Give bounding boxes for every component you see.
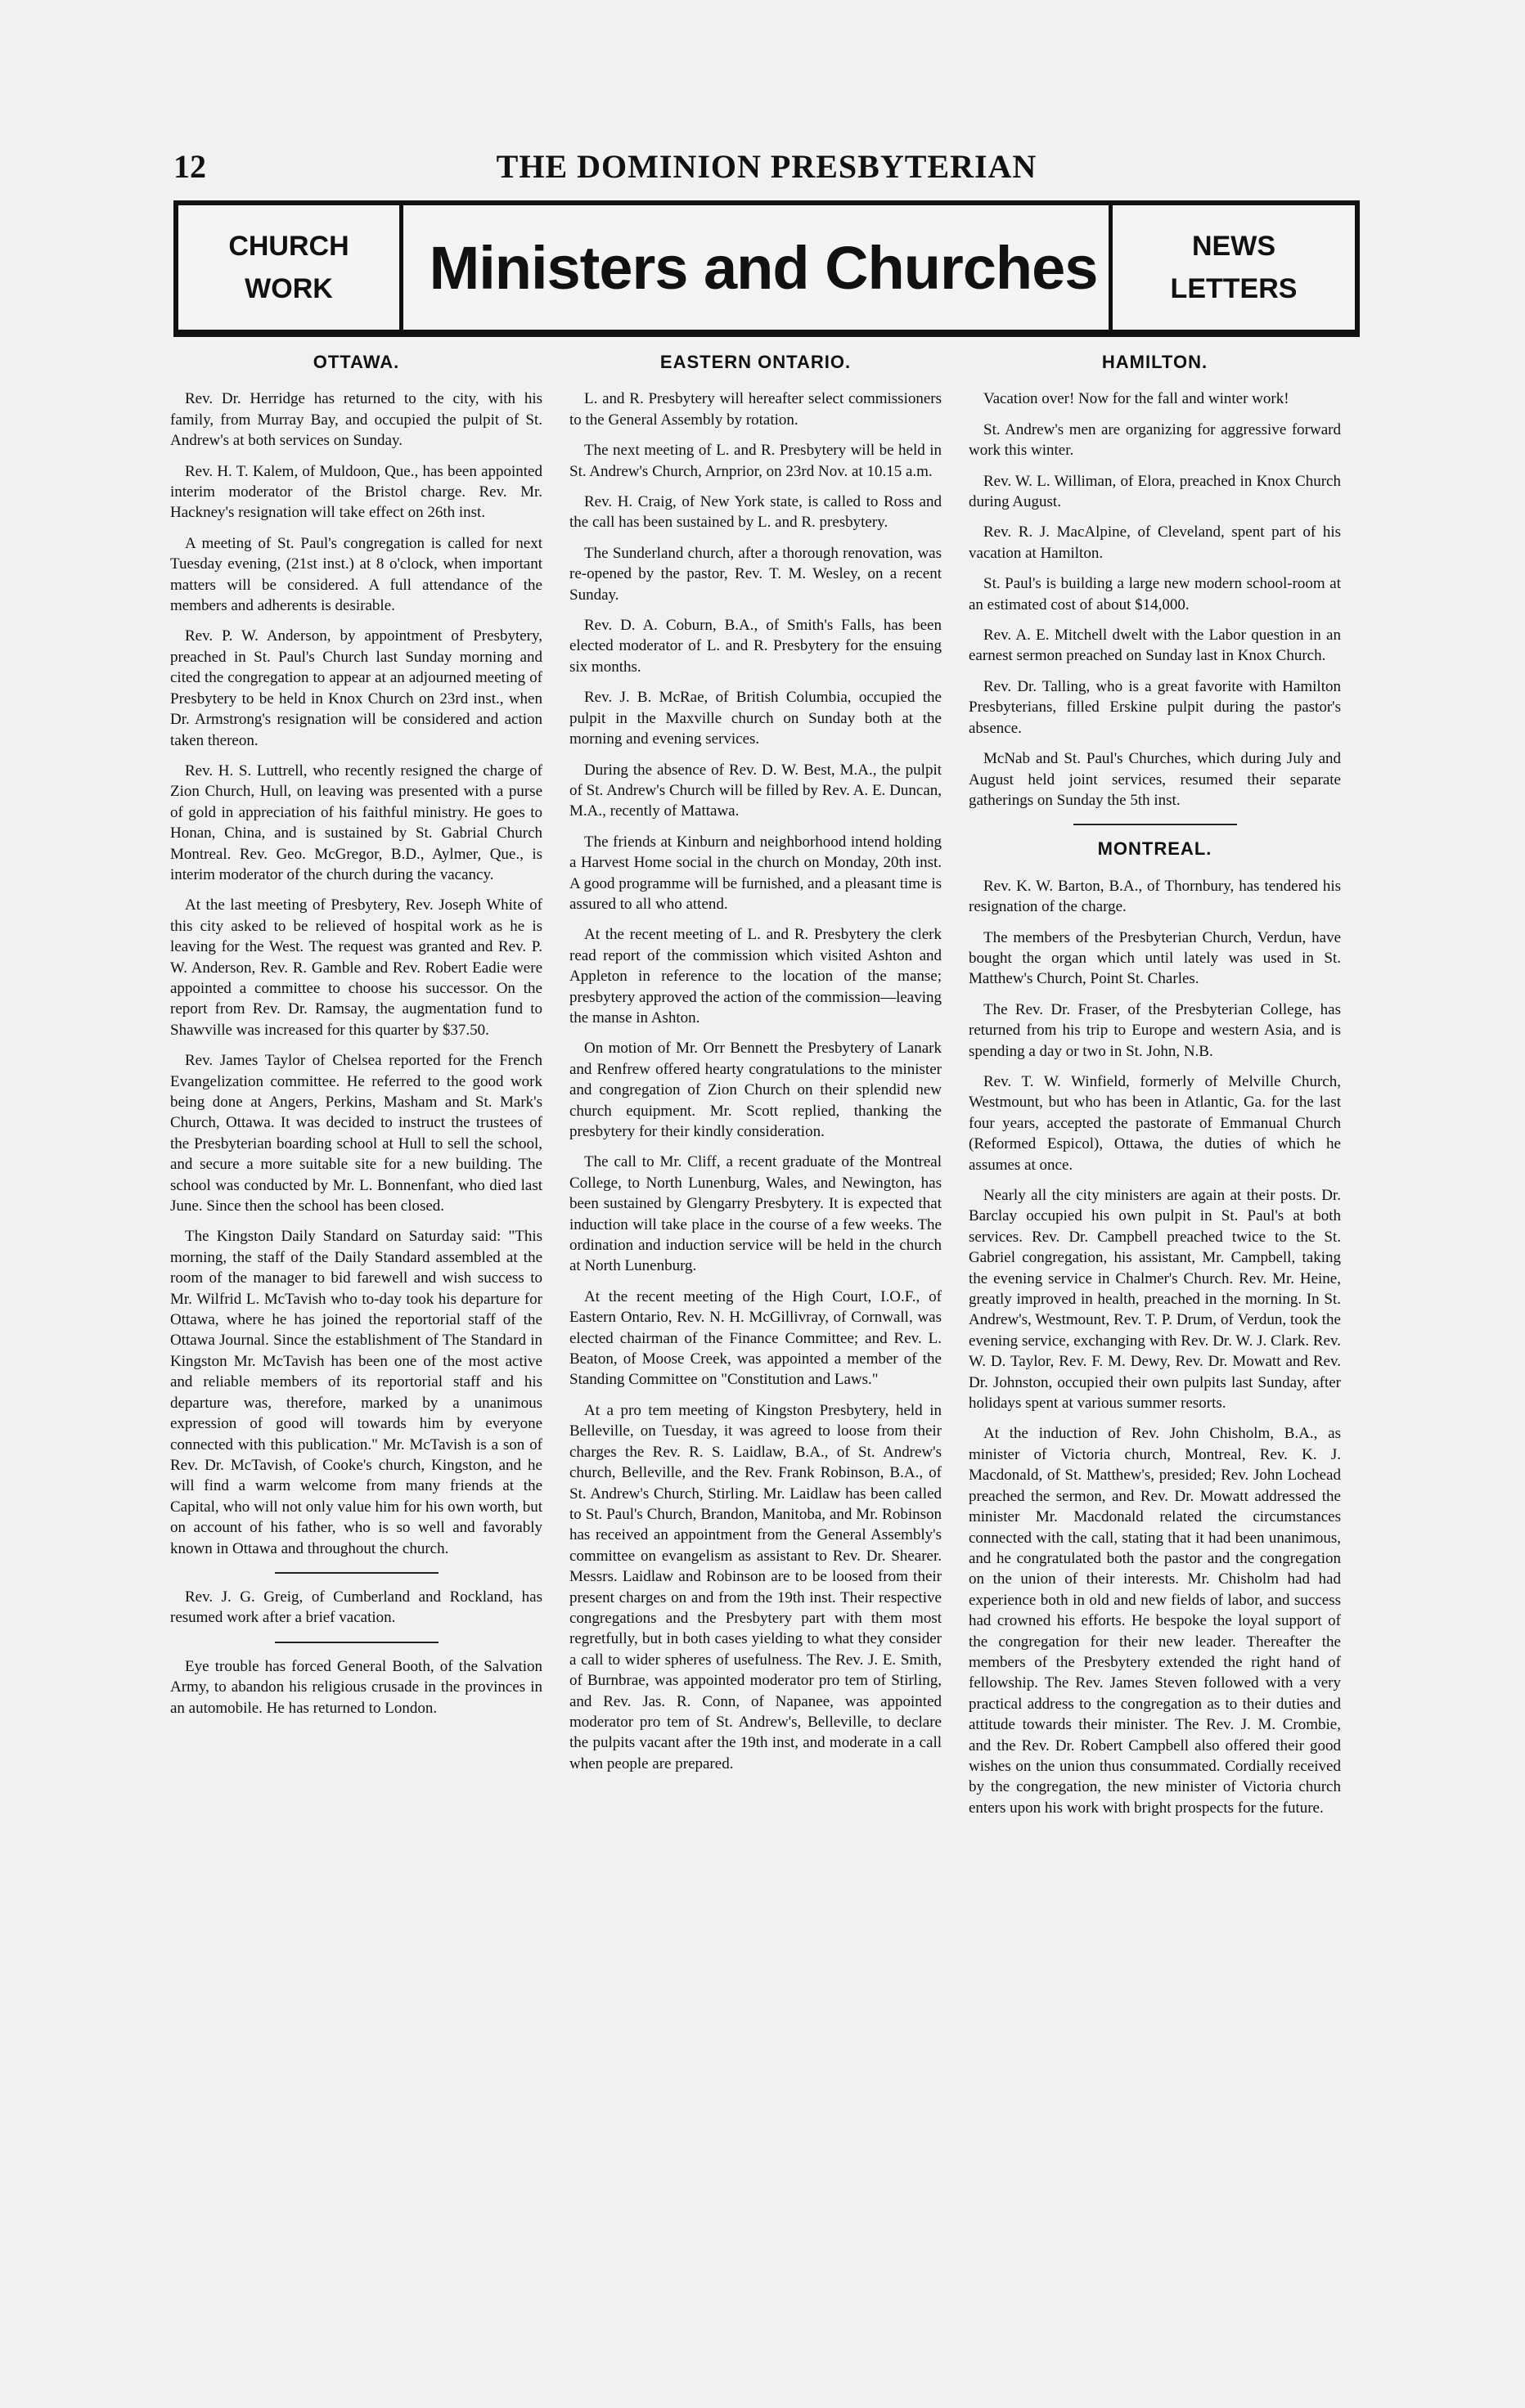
news-paragraph: Rev. R. J. MacAlpine, of Cleveland, spent part of his vacation at Hamilton. bbox=[969, 523, 1341, 562]
news-paragraph: Rev. H. S. Luttrell, who recently resigned the charge of Zion Church, Hull, on leaving was presented with a purse of gold in appreciation of his faithful ministry. He goes to Honan, China, and is sustained by St. Gabrial Church Montreal. Rev. Geo. McGregor, B.D., Aylmer, Que., is interim moderator of the church during the vacancy. bbox=[170, 761, 542, 883]
section-heading: OTTAWA. bbox=[313, 352, 400, 372]
news-paragraph: On motion of Mr. Orr Bennett the Presbytery of Lanark and Renfrew offered hearty congratulations to the minister and congregation of Zion Church on their splendid new church equipment. Mr. Scott replied, thanking the presbytery for their kindly consideration. bbox=[569, 1040, 942, 1140]
banner-right-line1: NEWS bbox=[1192, 231, 1275, 262]
news-paragraph: The Sunderland church, after a thorough renovation, was re-opened by the pastor, Rev. T. M. Wesley, on a recent Sunday. bbox=[569, 544, 942, 604]
news-paragraph: The next meeting of L. and R. Presbytery will be held in St. Andrew's Church, Arnprior, on 23rd Nov. at 10.15 a.m. bbox=[569, 442, 942, 480]
column-1 bbox=[170, 352, 542, 1728]
banner-left-box bbox=[178, 205, 403, 330]
news-paragraph: Rev. Dr. Herridge has returned to the city, with his family, from Murray Bay, and occupied the pulpit of St. Andrew's at both services on Sunday. bbox=[170, 390, 542, 450]
section-heading: HAMILTON. bbox=[1101, 352, 1208, 372]
news-paragraph: Rev. H. Craig, of New York state, is called to Ross and the call has been sustained by L. and R. presbytery. bbox=[569, 493, 942, 532]
news-paragraph: Vacation over! Now for the fall and winter work! bbox=[983, 390, 1289, 408]
column-3 bbox=[969, 352, 1341, 1828]
banner-left-line1: CHURCH bbox=[228, 231, 349, 262]
section-banner bbox=[173, 200, 1360, 335]
news-paragraph: The Rev. Dr. Fraser, of the Presbyterian College, has returned from his trip to Europe and western Asia, and is spending a day or two in St. John, N.B. bbox=[969, 1000, 1341, 1060]
publication-title: THE DOMINION PRESBYTERIAN bbox=[496, 148, 1037, 185]
news-paragraph: Rev. H. T. Kalem, of Muldoon, Que., has been appointed interim moderator of the Bristol charge. Rev. Mr. Hackney's resignation will take effect on 26th inst. bbox=[170, 462, 542, 522]
section-divider bbox=[275, 1572, 439, 1574]
news-paragraph: Rev. Dr. Talling, who is a great favorite with Hamilton Presbyterians, filled Erskine pulpit during the pastor's absence. bbox=[969, 677, 1341, 737]
news-paragraph: Rev. P. W. Anderson, by appointment of Presbytery, preached in St. Paul's Church last Sunday morning and cited the congregation to appear at an adjourned meeting of Presbytery to be held in Knox Church on 23rd inst., when Dr. Armstrong's resignation will be considered and action taken thereon. bbox=[170, 627, 542, 749]
news-paragraph: Rev. A. E. Mitchell dwelt with the Labor question in an earnest sermon preached on Sunday last in Knox Church. bbox=[969, 627, 1341, 665]
news-paragraph: The friends at Kinburn and neighborhood intend holding a Harvest Home social in the church on Monday, 20th inst. A good programme will be furnished, and a pleasant time is assured to all who attend. bbox=[569, 833, 942, 913]
section-heading: MONTREAL. bbox=[1097, 838, 1212, 860]
news-paragraph: Rev. T. W. Winfield, formerly of Melville Church, Westmount, but who has been in Atlantic, Ga. for the last four years, accepted the pastorate of Emmanual Church (Reformed Espicol), Ottawa, the duties of which he assumes at once. bbox=[969, 1072, 1341, 1174]
page-header bbox=[173, 147, 1360, 188]
news-paragraph: A meeting of St. Paul's congregation is called for next Tuesday evening, (21st inst.) at 8 o'clock, when important matters will be considered. A full attendance of the members and adherents is desirable. bbox=[170, 534, 542, 615]
banner-right-box bbox=[1109, 205, 1355, 330]
news-paragraph: The call to Mr. Cliff, a recent graduate of the Montreal College, to North Lunenburg, Wales, and Newington, has been sustained by Glengarry Presbytery. It is expected that induction will take place in the course of a few weeks. The ordination and induction service will be held in the church at North Lunenburg. bbox=[569, 1153, 942, 1275]
section-title: Ministers and Churches bbox=[429, 233, 1098, 302]
news-paragraph: Nearly all the city ministers are again at their posts. Dr. Barclay occupied his own pulpit in St. Paul's at both services. Rev. Dr. Campbell preached twice to the St. Gabriel congregation, his assistant, Mr. Campbell, taking the evening service in Chalmer's Church. Rev. Mr. Heine, greatly improved in health, preached in the morning. In St. Andrew's, Westmount, Rev. T. P. Drum, of Verdun, took the evening service, exchanging with Rev. Dr. W. J. Clark. Rev. W. D. Taylor, Rev. F. M. Dewy, Rev. Dr. Mowatt and Rev. Dr. Johnston, occupied their own pulpits last Sunday, after holidays spent at various summer resorts. bbox=[969, 1187, 1341, 1413]
news-paragraph: At the induction of Rev. John Chisholm, B.A., as minister of Victoria church, Montreal, Rev. K. J. Macdonald, of St. Matthew's, presided; Rev. John Lochead preached the sermon, and Rev. Dr. Mowatt addressed the minister Mr. Macdonald related the circumstances connected with the call, stating that it had been unanimous, and he congratulated both the pastor and the congregation on the union of their interests. Mr. Chisholm had had experience both in old and new fields of labor, and success had crowned his efforts. He bespoke the loyal support of the congregation for their new leader. Thereafter the members of the Presbytery extended the right hand of fellowship. The Rev. James Steven followed with a very practical address to the congregation as to their duties and attitude towards their minister. The Rev. J. M. Crombie, and the Rev. Dr. Robert Campbell also offered their good wishes on the union thus consummated. Cordially received by the congregation, the new minister of Victoria church enters upon his work with bright prospects for the future. bbox=[969, 1425, 1341, 1817]
section-divider bbox=[275, 1642, 439, 1643]
news-paragraph: At the last meeting of Presbytery, Rev. Joseph White of this city asked to be relieved of hospital work as he is leaving for the West. The request was granted and Rev. P. W. Anderson, Rev. R. Gamble and Rev. Robert Eadie were appointed a committee to choose his successor. On the report from Rev. Dr. Ramsay, the augmentation fund to Shawville was increased for this quarter by $37.50. bbox=[170, 896, 542, 1039]
column-2 bbox=[569, 352, 942, 1784]
news-paragraph: Rev. James Taylor of Chelsea reported for the French Evangelization committee. He referred to the good work being done at Angers, Perkins, Masham and St. Mark's Church, Ottawa. It was decided to instruct the trustees of the Presbyterian boarding school at Hull to sell the school, and secure a more suitable site for a new building. The school was conducted by Mr. L. Bonnenfant, who died last June. Since then the school has been closed. bbox=[170, 1052, 542, 1215]
news-paragraph: Rev. K. W. Barton, B.A., of Thornbury, has tendered his resignation of the charge. bbox=[969, 877, 1341, 916]
section-divider bbox=[1073, 824, 1237, 825]
news-paragraph: Rev. D. A. Coburn, B.A., of Smith's Falls, has been elected moderator of L. and R. Presbytery for the ensuing six months. bbox=[569, 617, 942, 676]
news-paragraph: Rev. W. L. Williman, of Elora, preached in Knox Church during August. bbox=[969, 472, 1341, 511]
page-number: 12 bbox=[173, 148, 206, 185]
header-rule bbox=[173, 334, 1360, 337]
banner-title-box bbox=[403, 205, 1123, 330]
news-paragraph: St. Andrew's men are organizing for aggressive forward work this winter. bbox=[969, 420, 1341, 460]
news-paragraph: McNab and St. Paul's Churches, which during July and August held joint services, resumed their separate gatherings on Sunday the 5th inst. bbox=[969, 750, 1341, 809]
news-paragraph: L. and R. Presbytery will hereafter select commissioners to the General Assembly by rotation. bbox=[569, 390, 942, 429]
section-heading: EASTERN ONTARIO. bbox=[659, 352, 852, 372]
news-paragraph: During the absence of Rev. D. W. Best, M.A., the pulpit of St. Andrew's Church will be filled by Rev. A. E. Duncan, M.A., recently of Mattawa. bbox=[569, 761, 942, 820]
news-paragraph: Eye trouble has forced General Booth, of the Salvation Army, to abandon his religious crusade in the provinces in an automobile. He has returned to London. bbox=[170, 1657, 542, 1717]
news-paragraph: The members of the Presbyterian Church, Verdun, have bought the organ which until lately was used in St. Matthew's Church, Point St. Charles. bbox=[969, 928, 1341, 988]
news-paragraph: The Kingston Daily Standard on Saturday said: "This morning, the staff of the Daily Standard assembled at the room of the manager to bid farewell and wish success to Mr. Wilfrid L. McTavish who to-day took his departure for Ottawa, where he has joined the reportorial staff of the Ottawa Journal. Since the establishment of The Standard in Kingston Mr. McTavish has been one of the most active and reliable members of its reportorial staff and his departure was, therefore, marked by a unanimous expression of good will towards him by everyone connected with this publication." Mr. McTavish is a son of Rev. Dr. McTavish, of Cooke's church, Kingston, and he will find a warm welcome from many friends at the Capital, who will not only value him for his own worth, but on account of his father, who is so well and favorably known in Ottawa and throughout the church. bbox=[170, 1228, 542, 1557]
banner-left-line2: WORK bbox=[245, 273, 333, 304]
banner-right-line2: LETTERS bbox=[1170, 273, 1298, 304]
news-paragraph: St. Paul's is building a large new modern school-room at an estimated cost of about $14,000. bbox=[969, 575, 1341, 613]
news-paragraph: At a pro tem meeting of Kingston Presbytery, held in Belleville, on Tuesday, it was agreed to loose from their charges the Rev. R. S. Laidlaw, B.A., of St. Andrew's church, Belleville, and the Rev. Frank Robinson, B.A., of St. Andrew's Church, Stirling. Mr. Laidlaw has been called to St. Paul's Church, Brandon, Manitoba, and Mr. Robinson has received an appointment from the General Assembly's committee on evangelism as assistant to Rev. Dr. Shearer. Messrs. Laidlaw and Robinson are to be loosed from their present charges on and from the 19th inst. Their respective congregations and the Presbytery part with them most regretfully, but in both cases yielding to what they consider a call to wider spheres of usefulness. The Rev. J. E. Smith, of Burnbrae, was appointed moderator pro tem of Stirling, and Rev. Jas. R. Conn, of Napanee, was appointed moderator pro tem of St. Andrew's, Belleville, to declare the pulpits vacant after the 19th inst, and moderate in a call when people are prepared. bbox=[569, 1401, 942, 1772]
news-paragraph: Rev. J. B. McRae, of British Columbia, occupied the pulpit in the Maxville church on Sunday both at the morning and evening services. bbox=[569, 689, 942, 748]
news-paragraph: At the recent meeting of L. and R. Presbytery the clerk read report of the commission which visited Ashton and Appleton in reference to the location of the manse; presbytery approved the action of the commission—leaving the manse in Ashton. bbox=[569, 926, 942, 1027]
news-paragraph: Rev. J. G. Greig, of Cumberland and Rockland, has resumed work after a brief vacation. bbox=[170, 1588, 542, 1627]
news-paragraph: At the recent meeting of the High Court, I.O.F., of Eastern Ontario, Rev. N. H. McGillivray, of Cornwall, was elected chairman of the Finance Committee; and Rev. L. Beaton, of Moose Creek, was appointed a member of the Standing Committee on "Constitution and Laws." bbox=[569, 1287, 942, 1389]
